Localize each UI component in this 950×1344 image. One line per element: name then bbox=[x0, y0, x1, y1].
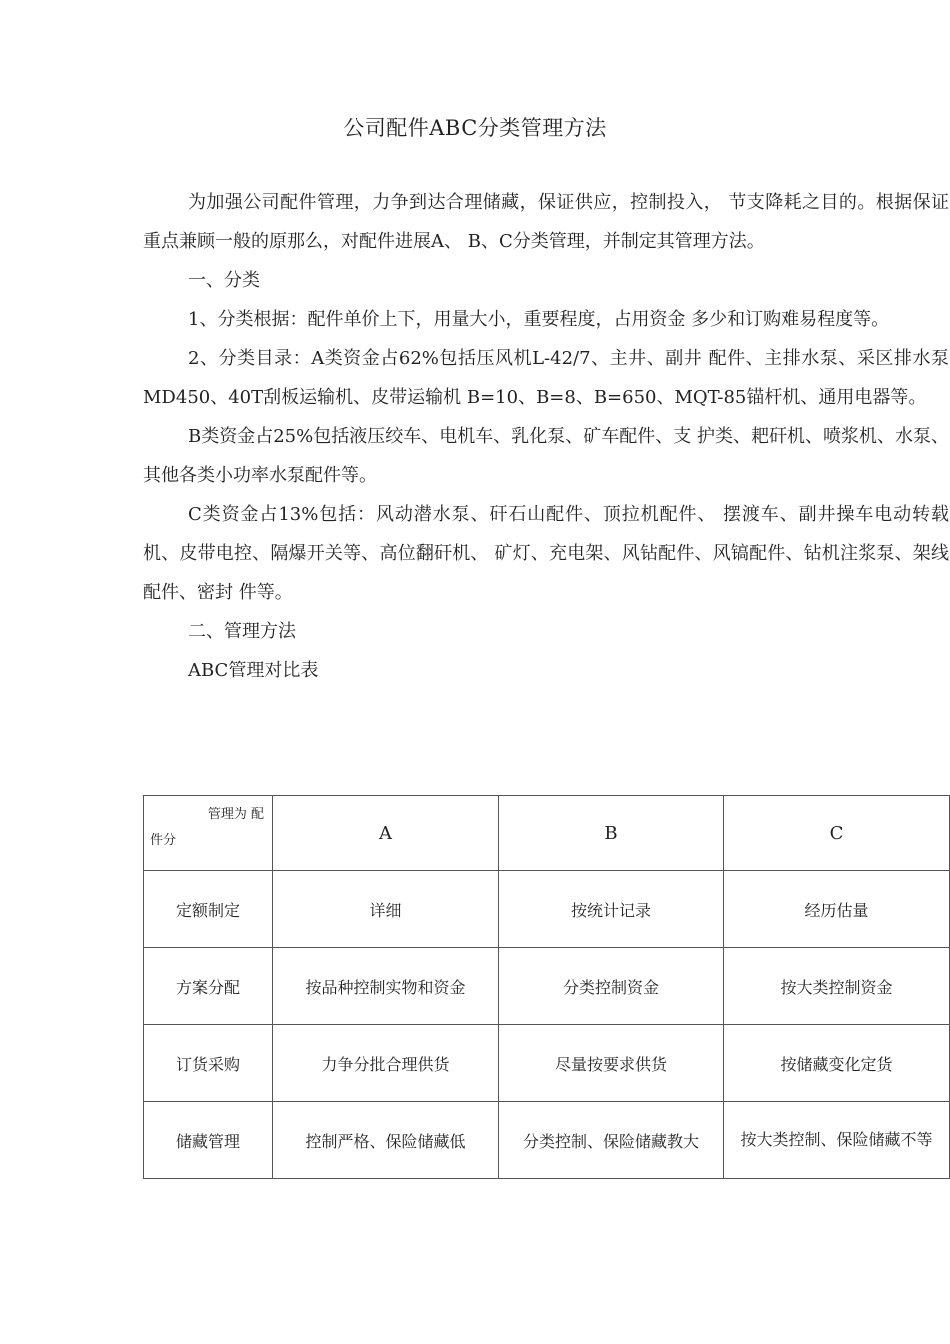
table-cell: 按品种控制实物和资金 bbox=[273, 948, 499, 1025]
row-label: 订货采购 bbox=[144, 1025, 273, 1102]
table-cell: 分类控制、保险储藏教大 bbox=[499, 1102, 724, 1179]
table-cell: 尽量按要求供货 bbox=[499, 1025, 724, 1102]
table-caption: ABC管理对比表 bbox=[188, 660, 319, 681]
intro-paragraph: 为加强公司配件管理，力争到达合理储藏，保证供应，控制投入， 节支降耗之目的。根据保证重点兼顾一般的原那么，对配件进展A、 B、C分类管理，并制定其管理方法。 bbox=[143, 192, 949, 252]
table-corner-cell bbox=[144, 796, 273, 871]
table-row bbox=[144, 948, 950, 1025]
column-header-a: A bbox=[273, 796, 499, 871]
table-cell: 控制严格、保险储藏低 bbox=[273, 1102, 499, 1179]
table-header-row bbox=[144, 796, 950, 871]
table-cell: 按储藏变化定货 bbox=[724, 1025, 950, 1102]
column-header-c: C bbox=[724, 796, 950, 871]
row-label: 储藏管理 bbox=[144, 1102, 273, 1179]
table-cell: 经历估量 bbox=[724, 871, 950, 948]
table-row bbox=[144, 1102, 950, 1179]
paragraph-classification-basis: 1、分类根据：配件单价上下，用量大小，重要程度，占用资金 多少和订购难易程度等。 bbox=[188, 309, 890, 330]
table-cell: 按大类控制、保险储藏不等 bbox=[724, 1102, 950, 1179]
corner-top-text: 管理为 配 bbox=[207, 807, 264, 822]
table-cell: 按统计记录 bbox=[499, 871, 724, 948]
table-row bbox=[144, 1025, 950, 1102]
document-title: 公司配件ABC分类管理方法 bbox=[343, 116, 607, 140]
abc-comparison-table bbox=[143, 795, 950, 1179]
section-heading-classification: 一、分类 bbox=[188, 270, 260, 291]
paragraph-class-b: B类资金占25%包括液压绞车、电机车、乳化泵、矿车配件、支 护类、耙矸机、喷浆机、水泵、其他各类小功率水泵配件等。 bbox=[143, 426, 949, 486]
row-label: 定额制定 bbox=[144, 871, 273, 948]
table-row bbox=[144, 871, 950, 948]
paragraph-class-a: 2、分类目录：A类资金占62%包括压风机L-42/7、主井、副井 配件、主排水泵、采区排水泵MD450、40T刮板运输机、皮带运输机 B=10、B=8、B=650、MQT-85锚杆机、通用电器等。 bbox=[143, 348, 949, 408]
table-cell: 详细 bbox=[273, 871, 499, 948]
table-cell: 分类控制资金 bbox=[499, 948, 724, 1025]
row-label: 方案分配 bbox=[144, 948, 273, 1025]
table-cell: 力争分批合理供货 bbox=[273, 1025, 499, 1102]
paragraph-class-c: C类资金占13%包括：风动潜水泵、矸石山配件、顶拉机配件、 摆渡车、副井操车电动转载机、皮带电控、隔爆开关等、高位翻矸机、 矿灯、充电架、风钻配件、风镐配件、钻机注浆泵、架线配件、密封 件等。 bbox=[143, 504, 949, 603]
column-header-b: B bbox=[499, 796, 724, 871]
document-body bbox=[143, 183, 949, 690]
corner-bottom-text: 件分 bbox=[150, 833, 177, 848]
table-cell: 按大类控制资金 bbox=[724, 948, 950, 1025]
section-heading-management: 二、管理方法 bbox=[188, 621, 296, 642]
